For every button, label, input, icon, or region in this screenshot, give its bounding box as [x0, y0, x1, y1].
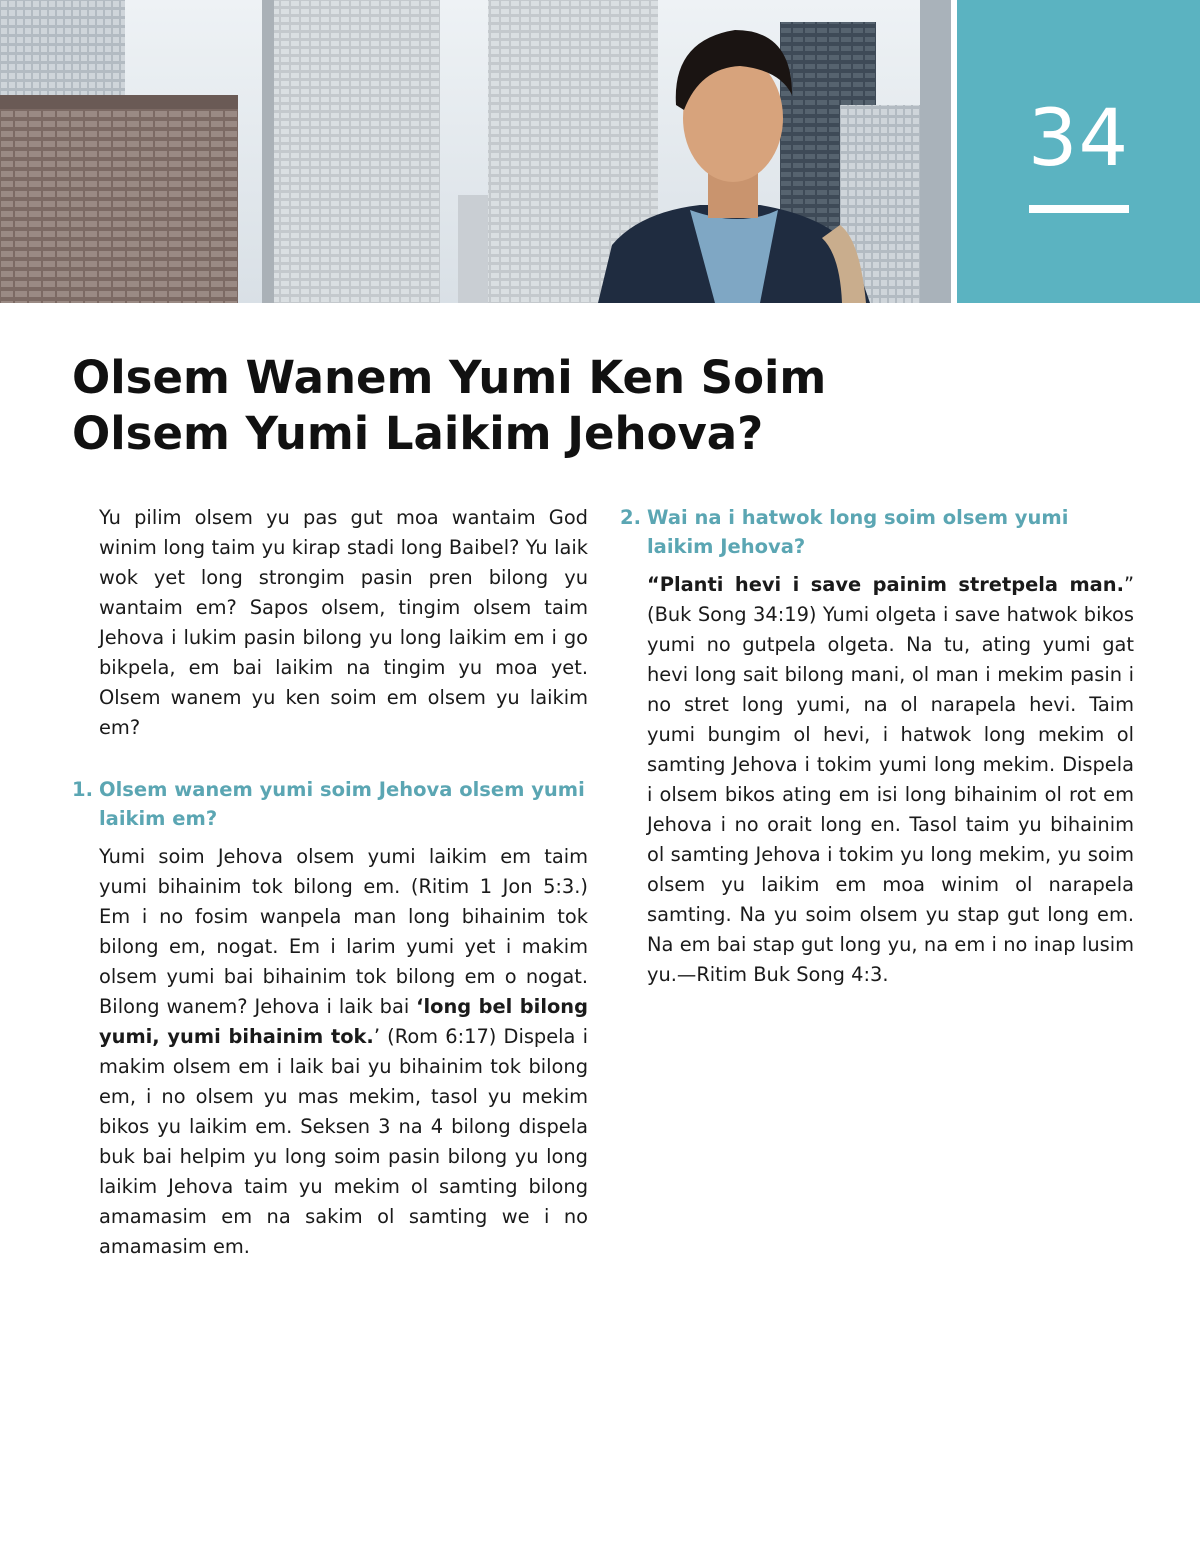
- page-title-line-1: Olsem Wanem Yumi Ken Soim: [72, 351, 827, 404]
- section-2-answer-quote: “Planti hevi i save painim stretpela man.: [647, 573, 1124, 596]
- section-1-answer-quote: ‘long bel bilong yumi, yumi bihainim tok.: [99, 995, 588, 1048]
- city-skyline-illustration: [0, 0, 951, 303]
- section-2-question-text: Wai na i hatwok long soim olsem yumi laikim Jehova?: [647, 506, 1069, 558]
- intro-paragraph: Yu pilim olsem yu pas gut moa wantaim God winim long taim yu kirap stadi long Baibel? Yu laik wok yet long strongim pasin pren bilong yu wantaim em? Sapos olsem, tingim olsem taim Jehova i lukim pasin bilong yu long laikim em i go bikpela, em bai laikim na tingim yu moa yet. Olsem wanem yu ken soim em olsem yu laikim em?: [99, 506, 588, 739]
- page-title: [72, 350, 892, 462]
- left-column: [72, 503, 588, 1262]
- section-1-question: [72, 775, 588, 833]
- section-1-answer-part-1: Yumi soim Jehova olsem yumi laikim em taim yumi bihainim tok bilong em. (Ritim 1 Jon 5:3.) Em i no fosim wanpela man long bihainim tok bilong em, nogat. Em i larim yumi yet i makim olsem yumi bai bihainim tok bilong em o nogat. Bilong wanem? Jehova i laik bai: [99, 845, 588, 1018]
- section-2-question: [620, 503, 1134, 561]
- section-1-question-text: Olsem wanem yumi soim Jehova olsem yumi laikim em?: [99, 778, 585, 830]
- hero-image: [0, 0, 951, 303]
- page-title-line-2: Olsem Yumi Laikim Jehova?: [72, 407, 764, 460]
- section-1-answer: [72, 842, 588, 1262]
- right-column: [620, 503, 1134, 990]
- lesson-number: 34: [1027, 94, 1130, 184]
- section-2-number: 2.: [620, 506, 641, 529]
- section-1-answer-part-2: ’ (Rom 6:17) Dispela i makim olsem em i laik bai yu bihainim tok bilong em, i no olsem yu mas mekim, tasol yu mekim bikos yu laikim em. Seksen 3 na 4 bilong dispela buk bai helpim yu long soim pasin bilong yu long laikim Jehova taim yu mekim ol samting bilong amamasim em na sakim ol samting we i no amamasim em.: [99, 1025, 589, 1258]
- section-2-answer: [620, 570, 1134, 990]
- section-2-answer-rest: ” (Buk Song 34:19) Yumi olgeta i save hatwok bikos yumi no gutpela olgeta. Na tu, ating yumi gat hevi long sait bilong mani, ol man i mekim pasin i no stret long yumi, na ol narapela hevi. Taim yumi bungim ol hevi, i hatwok long mekim ol samting Jehova i tokim yumi long mekim. Dispela i olsem bikos ating em isi long bihainim ol rot em Jehova i no orait long en. Tasol taim yu bihainim ol samting Jehova i tokim yu long mekim, yu soim olsem yu laikim em moa winim ol narapela samting. Na yu soim olsem yu stap gut long em. Na em bai stap gut long yu, na em i no inap lusim yu.—Ritim Buk Song 4:3.: [647, 573, 1134, 986]
- lesson-number-underline: [1029, 205, 1129, 213]
- section-1-number: 1.: [72, 778, 93, 801]
- lesson-number-panel: [957, 0, 1200, 303]
